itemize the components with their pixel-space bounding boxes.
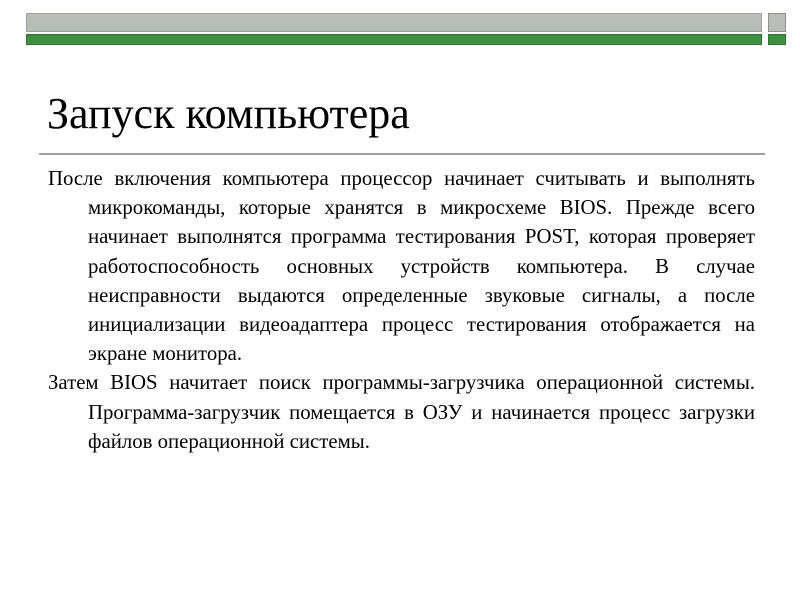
top-green-band xyxy=(26,34,762,45)
paragraph-bootloader: Затем BIOS начитает поиск программы-загрузчика операционной системы. Программа-загрузчик помещается в ОЗУ и начинается процесс загрузки файлов операционной системы. xyxy=(48,371,755,453)
corner-gray-square xyxy=(768,13,786,32)
slide-body xyxy=(48,164,755,456)
title-divider xyxy=(39,153,765,155)
top-gray-band xyxy=(26,13,762,32)
paragraph-startup: После включения компьютера процессор начинает считывать и выполнять микрокоманды, которые хранятся в микросхеме BIOS. Прежде всего начинает выполнятся программа тестирования POST, которая проверяет работоспособность основных устройств компьютера. В случае неисправности выдаются определенные звуковые сигналы, а после инициализации видеоадаптера процесс тестирования отображается на экране монитора. xyxy=(48,167,755,366)
slide-title: Запуск компьютера xyxy=(47,89,410,138)
corner-green-square xyxy=(768,34,786,45)
